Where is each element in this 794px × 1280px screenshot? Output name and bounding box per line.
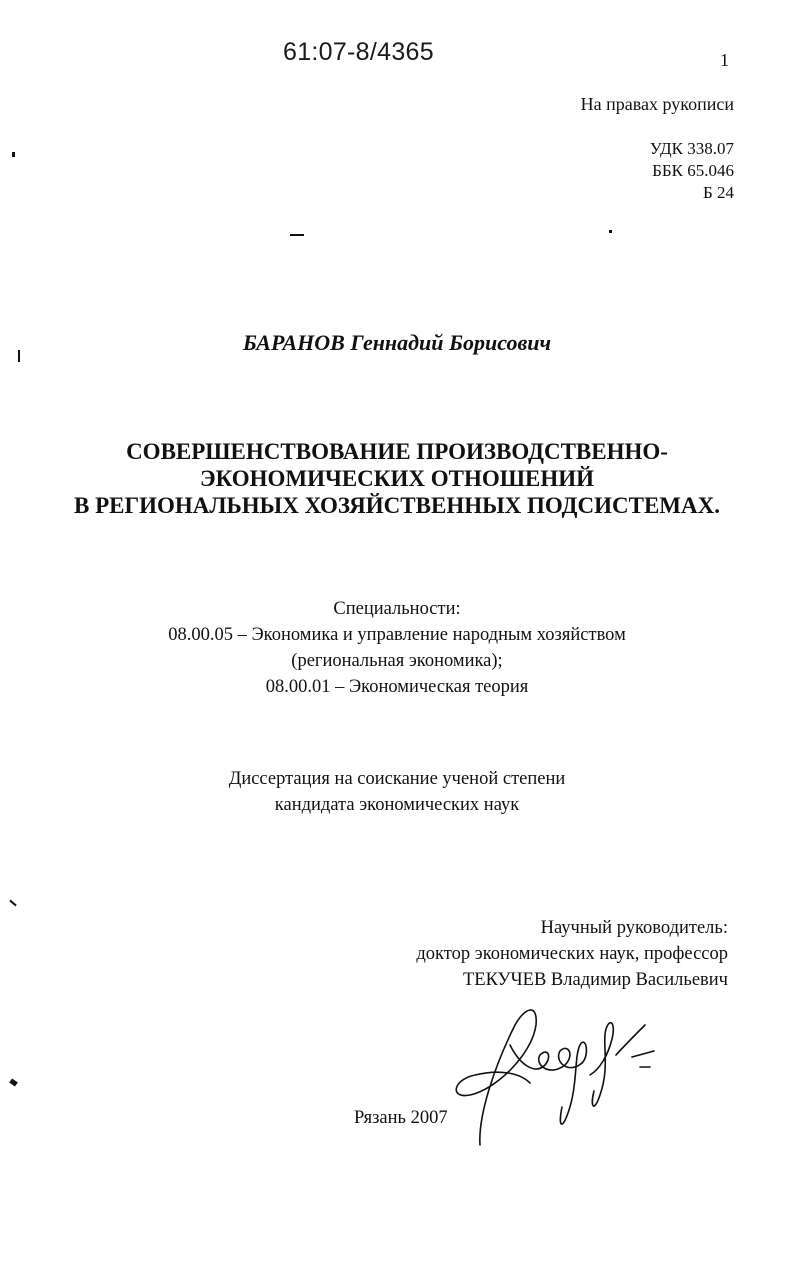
advisor-degree: доктор экономических наук, профессор xyxy=(416,944,728,964)
advisor-block xyxy=(416,915,728,993)
author-name: БАРАНОВ Геннадий Борисович xyxy=(242,330,552,355)
scan-mark xyxy=(9,900,16,907)
advisor-label: Научный руководитель: xyxy=(540,918,728,938)
archive-code: 61:07-8/4365 xyxy=(283,38,434,66)
city-year: Рязань 2007 xyxy=(354,1108,448,1128)
title-line: СОВЕРШЕНСТВОВАНИЕ ПРОИЗВОДСТВЕННО- xyxy=(126,439,668,464)
author-mark-code: Б 24 xyxy=(702,183,734,202)
specialty-line: (региональная экономика); xyxy=(291,651,503,671)
scan-mark xyxy=(9,1078,18,1086)
scan-mark xyxy=(609,230,612,233)
scan-mark xyxy=(12,152,15,157)
specialties-heading: Специальности: xyxy=(333,599,461,619)
scan-mark xyxy=(18,350,20,362)
specialties-block xyxy=(0,596,794,700)
specialty-line: 08.00.05 – Экономика и управление народным хозяйством xyxy=(168,625,626,645)
scan-mark xyxy=(290,234,304,236)
rights-notice: На правах рукописи xyxy=(580,94,734,114)
signature-image xyxy=(440,995,670,1155)
dissertation-title xyxy=(0,438,794,519)
specialty-line: 08.00.01 – Экономическая теория xyxy=(265,677,529,697)
degree-line: Диссертация на соискание ученой степени xyxy=(228,769,566,789)
classification-codes xyxy=(650,138,734,204)
advisor-name: ТЕКУЧЕВ Владимир Васильевич xyxy=(462,970,728,990)
bbk-code: ББК 65.046 xyxy=(652,161,734,180)
udk-code: УДК 338.07 xyxy=(649,139,734,158)
page-number: 1 xyxy=(720,50,729,70)
degree-statement xyxy=(0,766,794,818)
title-line: В РЕГИОНАЛЬНЫХ ХОЗЯЙСТВЕННЫХ ПОДСИСТЕМАХ. xyxy=(74,493,720,518)
title-line: ЭКОНОМИЧЕСКИХ ОТНОШЕНИЙ xyxy=(199,466,594,491)
degree-line: кандидата экономических наук xyxy=(274,795,520,815)
